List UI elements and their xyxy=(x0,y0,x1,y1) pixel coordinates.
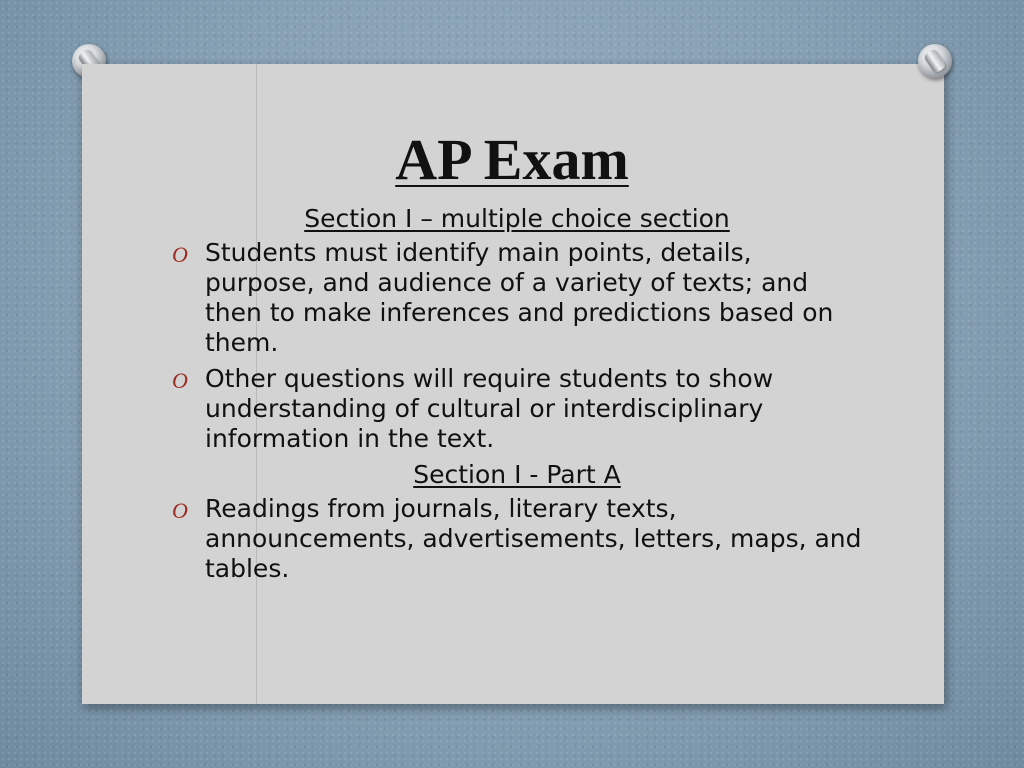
slide-title xyxy=(0,128,1024,192)
section-heading: Section I – multiple choice section xyxy=(304,204,730,233)
pushpin-right-icon xyxy=(918,44,952,78)
slide-title-text: AP Exam xyxy=(395,127,629,192)
bullet-marker-icon: O xyxy=(172,242,188,267)
bullet-item xyxy=(172,238,862,358)
bullet-item xyxy=(172,364,862,454)
bullet-marker-icon: O xyxy=(172,368,188,393)
bullet-marker-icon: O xyxy=(172,498,188,523)
bullet-item xyxy=(172,494,862,584)
bullet-text: Readings from journals, literary texts, announcements, advertisements, letters, maps, and tables. xyxy=(205,494,862,583)
part-heading: Section I - Part A xyxy=(413,460,621,489)
slide-content xyxy=(172,204,862,590)
bullet-text: Other questions will require students to show understanding of cultural or interdisciplinary information in the text. xyxy=(205,364,774,453)
bullet-text: Students must identify main points, details, purpose, and audience of a variety of texts; and then to make inferences and predictions based on them. xyxy=(205,238,834,357)
